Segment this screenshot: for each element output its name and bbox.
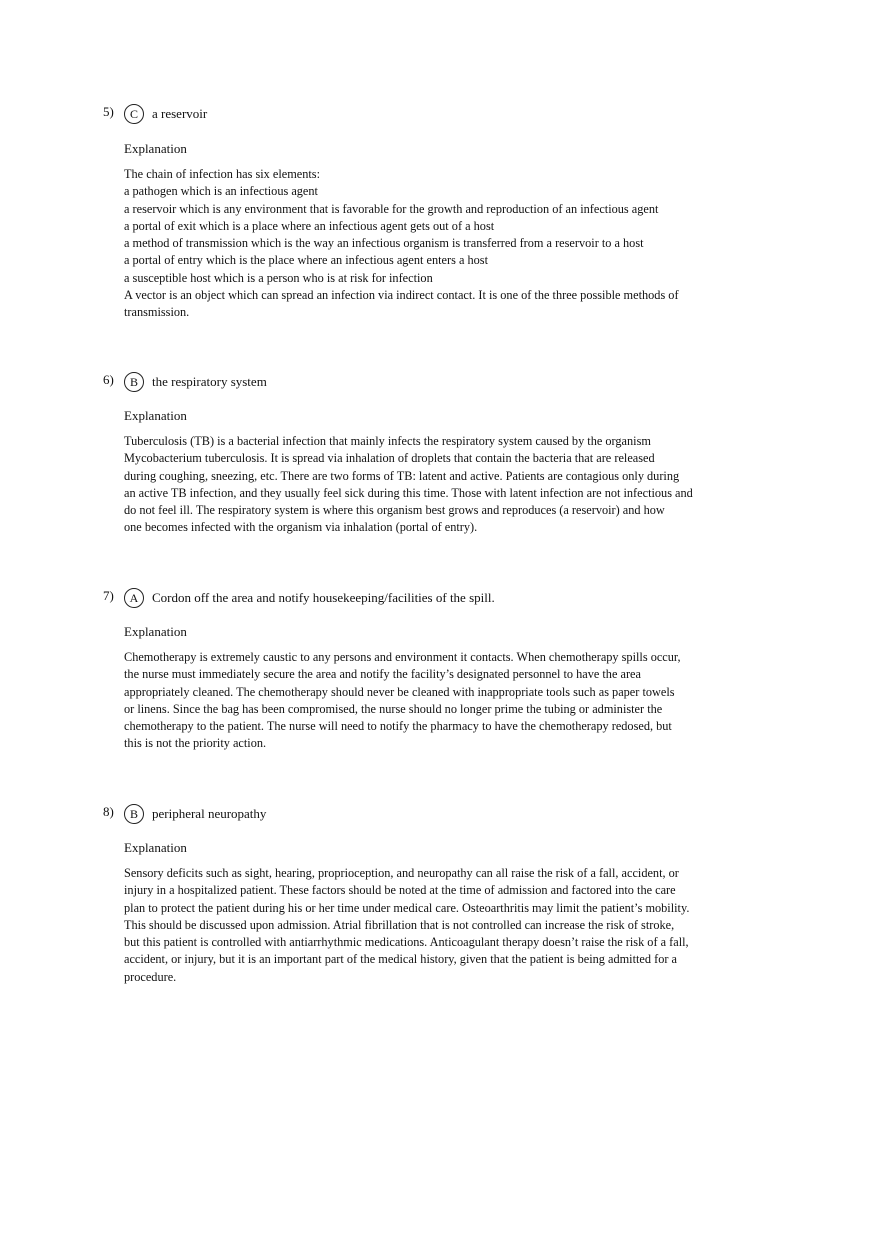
explanation-line: injury in a hospitalized patient. These factors should be noted at the time of admission and factored into the care (124, 883, 676, 898)
explanation-label: Explanation (124, 408, 187, 423)
explanation-line: appropriately cleaned. The chemotherapy should never be cleaned with inappropriate tools such as paper towels (124, 684, 675, 699)
question-5 (0, 104, 880, 320)
explanation-line: a pathogen which is an infectious agent (124, 184, 318, 199)
question-6 (0, 372, 880, 535)
explanation-label: Explanation (124, 624, 187, 639)
explanation-line: Chemotherapy is extremely caustic to any persons and environment it contacts. When chemotherapy spills occur, (124, 650, 681, 664)
answer-text: a reservoir (152, 106, 208, 121)
explanation-line: a portal of exit which is a place where an infectious agent gets out of a host (124, 218, 495, 233)
answer-letter-circle: B (124, 804, 144, 824)
question-number: 5) (103, 104, 114, 119)
explanation-label: Explanation (124, 840, 187, 855)
explanation-line: chemotherapy to the patient. The nurse will need to notify the pharmacy to have the chemotherapy redosed, but (124, 719, 672, 734)
question-header (0, 804, 880, 828)
question-number: 7) (103, 588, 114, 603)
answer-text: peripheral neuropathy (152, 806, 267, 821)
explanation-line: a susceptible host which is a person who is at risk for infection (124, 270, 433, 285)
explanation-line: This should be discussed upon admission. Atrial fibrillation that is not controlled can increase the risk of stroke, (124, 917, 675, 932)
question-header (0, 104, 880, 128)
answer-letter-circle: B (124, 372, 144, 392)
explanation-line: a portal of entry which is the place where an infectious agent enters a host (124, 253, 488, 268)
answer-text: the respiratory system (152, 374, 267, 389)
explanation-line: during coughing, sneezing, etc. There are two forms of TB: latent and active. Patients are contagious only during (124, 468, 680, 483)
explanation-line: The chain of infection has six elements: (124, 167, 321, 181)
explanation-line: or linens. Since the bag has been compromised, the nurse should no longer prime the tubing or administer the (124, 701, 663, 716)
explanation-body (124, 865, 734, 986)
explanation-body (124, 166, 734, 322)
explanation-line: but this patient is controlled with antiarrhythmic medications. Anticoagulant therapy doesn’t raise the risk of a fall, (124, 935, 689, 950)
explanation-line: the nurse must immediately secure the area and notify the facility’s designated personnel to have the area (124, 667, 641, 682)
explanation-line: a reservoir which is any environment that is favorable for the growth and reproduction of an infectious agent (124, 201, 659, 216)
answer-letter-circle: A (124, 588, 144, 608)
explanation-body (124, 649, 734, 753)
question-number: 6) (103, 372, 114, 387)
explanation-line: plan to protect the patient during his or her time under medical care. Osteoarthritis may limit the patient’s mobility. (124, 900, 690, 915)
explanation-line: an active TB infection, and they usually feel sick during this time. Those with latent infection are not infectious and (124, 485, 693, 500)
question-header (0, 588, 880, 612)
explanation-line: Sensory deficits such as sight, hearing, proprioception, and neuropathy can all raise the risk of a fall, accident, or (124, 866, 679, 880)
explanation-body (124, 433, 734, 537)
explanation-line: transmission. (124, 305, 190, 320)
question-number: 8) (103, 804, 114, 819)
question-7 (0, 588, 880, 751)
explanation-line: one becomes infected with the organism via inhalation (portal of entry). (124, 520, 478, 535)
explanation-line: procedure. (124, 969, 177, 984)
explanation-line: do not feel ill. The respiratory system is where this organism best grows and reproduces (a reservoir) and how (124, 503, 665, 518)
question-8 (0, 804, 880, 984)
explanation-line: this is not the priority action. (124, 736, 267, 751)
answer-letter-circle: C (124, 104, 144, 124)
explanation-line: a method of transmission which is the way an infectious organism is transferred from a reservoir to a host (124, 236, 644, 251)
answer-text: Cordon off the area and notify housekeeping/facilities of the spill. (152, 590, 495, 605)
question-header (0, 372, 880, 396)
explanation-line: Mycobacterium tuberculosis. It is spread via inhalation of droplets that contain the bacteria that are released (124, 451, 655, 466)
explanation-label: Explanation (124, 141, 187, 156)
explanation-line: Tuberculosis (TB) is a bacterial infection that mainly infects the respiratory system caused by the organism (124, 434, 651, 448)
explanation-line: accident, or injury, but it is an important part of the medical history, given that the patient is being admitted for a (124, 952, 677, 967)
explanation-line: A vector is an object which can spread an infection via indirect contact. It is one of the three possible methods of (124, 288, 679, 303)
